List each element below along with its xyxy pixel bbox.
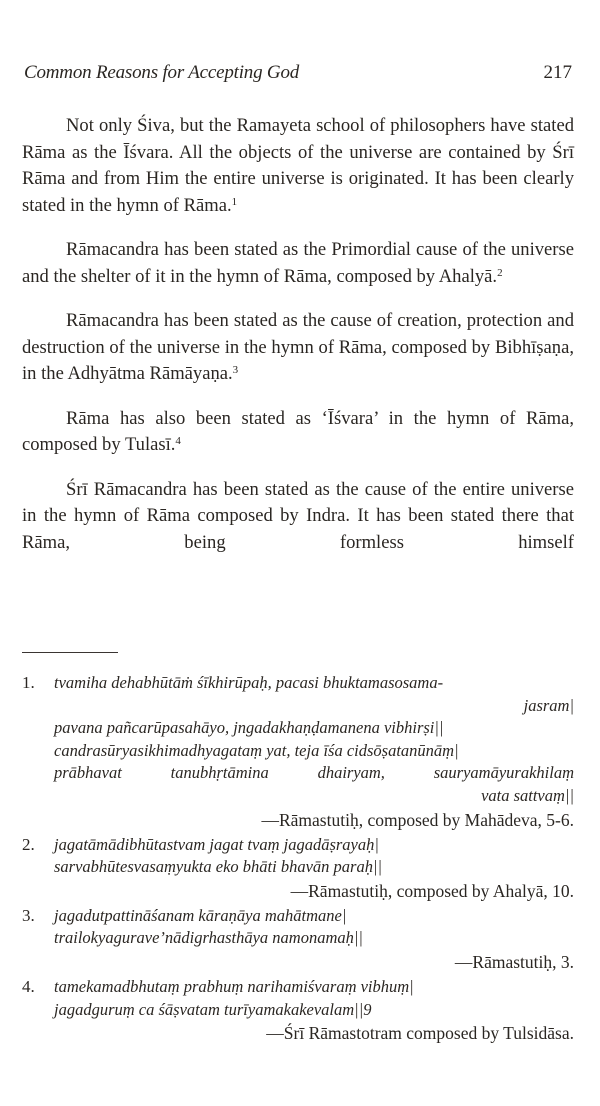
footnote-ref: 2	[497, 266, 503, 279]
verse-line: prābhavat tanubhṛtāmina dhairyam, sauryamāyurakhilaṃ	[54, 763, 574, 783]
footnote-number: 4.	[22, 976, 35, 996]
footnote-number: 2.	[22, 834, 35, 854]
verse-line: jagadguruṃ ca śāṣvatam turīyamakakevalam||9	[54, 999, 372, 1019]
verse	[54, 834, 574, 879]
main-text	[22, 113, 574, 574]
footnote-source: —Rāmastutiḥ, composed by Ahalyā, 10.	[290, 880, 574, 901]
verse-line: pavana pañcarūpasahāyo, jngadakhaṇḍamanena vibhirṣi||	[54, 718, 444, 738]
footnote-source: —Rāmastutiḥ, 3.	[454, 951, 574, 972]
paragraph	[22, 477, 574, 557]
paragraph	[22, 308, 574, 388]
footnote-content	[54, 834, 574, 903]
footnote-ref: 1	[231, 195, 238, 208]
paragraph	[22, 237, 574, 290]
verse	[54, 976, 574, 1021]
paragraph-text: Śrī Rāmacandra has been stated as the cause of the entire universe in the hymn of Rāma composed by Indra. It has been stated there that Rāma, being formless himself	[22, 478, 574, 553]
footnote-number: 3.	[22, 905, 35, 925]
verse	[54, 672, 574, 808]
page-number: 217	[543, 62, 572, 83]
footnotes	[14, 672, 574, 1047]
verse-line: jasram|	[523, 695, 574, 715]
paragraph	[22, 113, 574, 219]
footnote-source: —Śrī Rāmastotram composed by Tulsidāsa.	[266, 1023, 574, 1044]
footnote-ref: 3	[232, 364, 239, 376]
verse-line: candrasūryasikhimadhyagataṃ yat, teja īśa cidsōṣatanūnāṃ|	[54, 740, 459, 760]
verse-line: jagatāmādibhūtastvam jagat tvaṃ jagadāṣrayaḥ|	[54, 834, 379, 854]
verse-line: vata sattvaṃ||	[481, 785, 574, 805]
running-title: Common Reasons for Accepting God	[24, 62, 300, 83]
verse-line: trailokyagurave’nādigrhasthāya namonamaḥ||	[54, 928, 363, 948]
paragraph-text: Not only Śiva, but the Ramayeta school of philosophers have stated Rāma as the Īśvara. All the objects of the universe are contained by Śrī Rāma and from Him the entire universe is originated. It has been clearly stated in the hymn of Rāma.	[22, 115, 574, 216]
verse-line: sarvabhūtesvasaṃyukta eko bhāti bhavān paraḥ||	[54, 857, 383, 877]
footnote-content	[54, 672, 574, 832]
paragraph-text: Rāmacandra has been stated as the cause of creation, protection and destruction of the universe in the hymn of Rāma, composed by Bibhīṣaṇa, in the Adhyātma Rāmāyaṇa.	[22, 310, 574, 384]
running-header	[24, 62, 572, 84]
paragraph	[22, 406, 574, 459]
verse-line: tamekamadbhutaṃ prabhuṃ narihamiśvaraṃ vibhuṃ|	[54, 976, 414, 996]
footnote-source: —Rāmastutiḥ, composed by Mahādeva, 5-6.	[261, 809, 574, 830]
verse	[54, 905, 574, 950]
footnote	[14, 834, 574, 903]
footnote-ref: 4	[175, 435, 181, 447]
footnote-separator	[22, 652, 118, 653]
paragraph-text: Rāma has also been stated as ‘Īśvara’ in the hymn of Rāma, composed by Tulasī.	[22, 407, 574, 455]
footnote-content	[54, 976, 574, 1045]
footnote	[14, 905, 574, 974]
footnote-number: 1.	[22, 673, 35, 692]
footnote-content	[54, 905, 574, 974]
verse-line: tvamiha dehabhūtāṁ śīkhirūpaḥ, pacasi bhuktamasosama-	[54, 673, 444, 692]
verse-line: jagadutpattināśanam kāraṇāya mahātmane|	[54, 905, 347, 925]
paragraph-text: Rāmacandra has been stated as the Primordial cause of the universe and the shelter of it in the hymn of Rāma, composed by Ahalyā.	[22, 239, 574, 287]
footnote	[14, 672, 574, 832]
footnote	[14, 976, 574, 1045]
